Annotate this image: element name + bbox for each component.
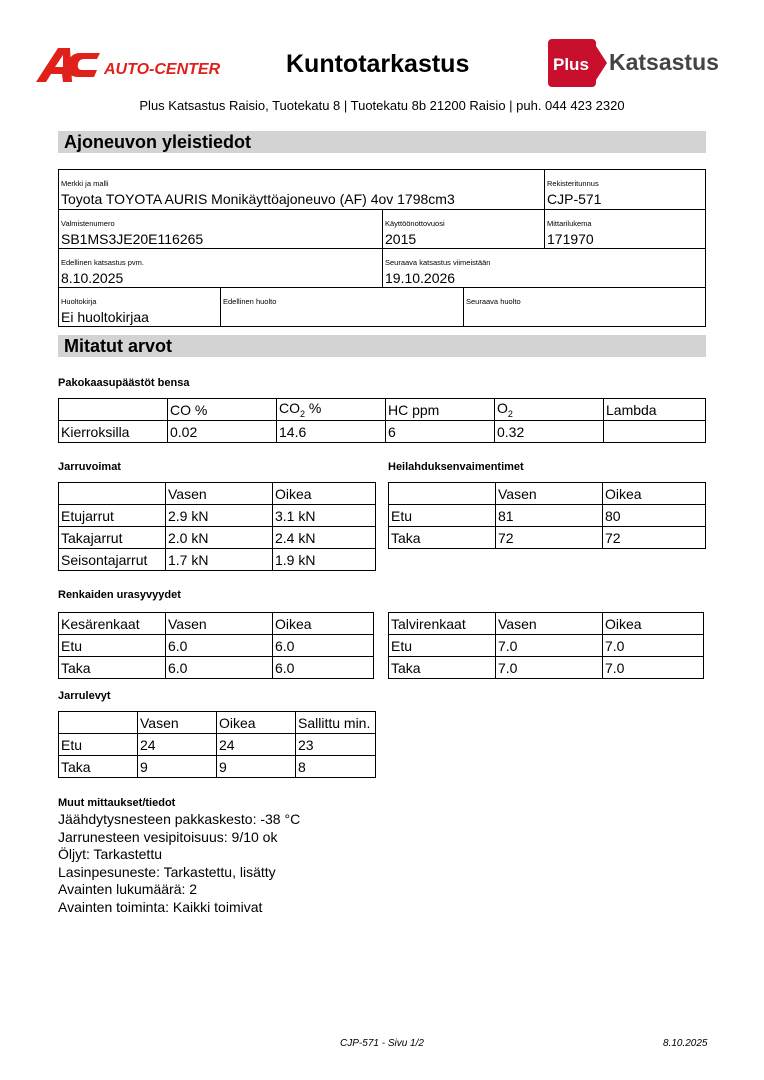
odometer-value: 171970: [547, 231, 594, 247]
emissions-table: [58, 398, 706, 443]
service-book-value: Ei huoltokirjaa: [61, 309, 149, 325]
table-cell: 6.0: [166, 657, 273, 679]
table-cell: 9: [138, 756, 217, 778]
table-row: [59, 712, 376, 734]
table-cell: 6.0: [166, 635, 273, 657]
misc-title: Muut mittaukset/tiedot: [58, 797, 176, 809]
prev-service-cell: [220, 287, 463, 327]
table-cell: Oikea: [273, 483, 376, 505]
table-row: [389, 613, 704, 635]
table-cell: 0.32: [495, 421, 604, 443]
tyres-title: Renkaiden urasyvyydet: [58, 589, 181, 601]
prev-inspection-label: Edellinen katsastus pvm.: [61, 258, 144, 267]
table-cell: CO %: [168, 399, 277, 421]
next-inspection-value: 19.10.2026: [385, 270, 456, 286]
table-row: [59, 635, 374, 657]
table-cell: 2.9 kN: [166, 505, 273, 527]
table-cell: 7.0: [603, 657, 704, 679]
table-cell: 24: [138, 734, 217, 756]
table-cell: 1.9 kN: [273, 549, 376, 571]
table-cell: Etu: [59, 635, 166, 657]
table-cell: 9: [217, 756, 296, 778]
table-row: [59, 399, 706, 421]
table-cell: 6.0: [273, 657, 374, 679]
table-cell: Taka: [389, 527, 496, 549]
table-row: [59, 527, 376, 549]
table-cell: 1.7 kN: [166, 549, 273, 571]
year-cell: [382, 209, 544, 248]
section-title: Ajoneuvon yleistiedot: [64, 132, 252, 152]
footer-page-number: CJP-571 - Sivu 1/2: [340, 1038, 424, 1049]
table-cell: 7.0: [496, 635, 603, 657]
table-cell: Taka: [59, 756, 138, 778]
vin-label: Valmistenumero: [61, 219, 115, 228]
vehicle-info-grid: [58, 169, 706, 327]
next-inspection-cell: [382, 248, 706, 287]
table-row: [59, 483, 376, 505]
svg-text:Plus: Plus: [553, 55, 589, 74]
table-cell: Taka: [389, 657, 496, 679]
section-measured: [58, 335, 706, 357]
table-row: [389, 657, 704, 679]
reg-cell: [544, 169, 706, 209]
table-cell: Taka: [59, 657, 166, 679]
service-book-label: Huoltokirja: [61, 297, 97, 306]
table-row: [59, 657, 374, 679]
table-cell: [59, 712, 138, 734]
table-cell: Oikea: [603, 613, 704, 635]
table-cell: Vasen: [138, 712, 217, 734]
table-cell: 7.0: [496, 657, 603, 679]
table-cell: 72: [603, 527, 706, 549]
table-cell: 80: [603, 505, 706, 527]
misc-line: Jarrunesteen vesipitoisuus: 9/10 ok: [58, 829, 278, 845]
table-cell: 6: [386, 421, 495, 443]
address-line: Plus Katsastus Raisio, Tuotekatu 8 | Tuotekatu 8b 21200 Raisio | puh. 044 423 2320: [139, 98, 625, 113]
year-label: Käyttöönottovuosi: [385, 219, 445, 228]
year-value: 2015: [385, 231, 417, 247]
auto-center-logo: [36, 44, 226, 84]
shocks-title: Heilahduksenvaimentimet: [388, 461, 524, 473]
vin-value: SB1MS3JE20E116265: [61, 231, 204, 247]
reg-value: CJP-571: [547, 191, 602, 207]
table-cell: Etu: [389, 635, 496, 657]
table-row: [389, 635, 704, 657]
table-cell: Etu: [389, 505, 496, 527]
table-cell: 6.0: [273, 635, 374, 657]
table-row: [389, 505, 706, 527]
table-cell: 81: [496, 505, 603, 527]
table-cell: [389, 483, 496, 505]
table-row: [59, 734, 376, 756]
table-cell: 7.0: [603, 635, 704, 657]
table-cell: [604, 421, 706, 443]
table-cell: HC ppm: [386, 399, 495, 421]
table-row: [59, 613, 374, 635]
table-cell: Seisontajarrut: [59, 549, 166, 571]
prev-inspection-cell: [58, 248, 382, 287]
table-cell: Kesärenkaat: [59, 613, 166, 635]
make-value: Toyota TOYOTA AURIS Monikäyttöajoneuvo (AF) 4ov 1798cm3: [61, 191, 455, 207]
plus-katsastus-logo: [547, 38, 732, 88]
table-cell: $CO_2$ %: [277, 399, 386, 421]
table-cell: Vasen: [166, 613, 273, 635]
table-cell: Etu: [59, 734, 138, 756]
table-cell: 2.0 kN: [166, 527, 273, 549]
table-row: [59, 756, 376, 778]
table-cell: Takajarrut: [59, 527, 166, 549]
table-cell: 0.02: [168, 421, 277, 443]
svg-text:Katsastus: Katsastus: [609, 49, 719, 75]
misc-line: Avainten lukumäärä: 2: [58, 881, 198, 897]
document-title: Kuntotarkastus: [286, 50, 470, 78]
table-cell: Etujarrut: [59, 505, 166, 527]
table-cell: 3.1 kN: [273, 505, 376, 527]
table-cell: 72: [496, 527, 603, 549]
winter-tyres-table: [388, 612, 704, 679]
prev-service-label: Edellinen huolto: [223, 297, 277, 306]
table-cell: Talvirenkaat: [389, 613, 496, 635]
table-cell: Oikea: [273, 613, 374, 635]
table-cell: 24: [217, 734, 296, 756]
next-inspection-label: Seuraava katsastus viimeistään: [385, 258, 491, 267]
next-service-cell: [463, 287, 706, 327]
discs-table: [58, 711, 376, 778]
service-book-cell: [58, 287, 220, 327]
summer-tyres-table: [58, 612, 374, 679]
table-cell: [59, 483, 166, 505]
odometer-cell: [544, 209, 706, 248]
next-service-label: Seuraava huolto: [466, 297, 521, 306]
table-cell: Sallittu min.: [296, 712, 376, 734]
table-cell: Kierroksilla: [59, 421, 168, 443]
brakes-table: [58, 482, 376, 571]
table-row: [389, 527, 706, 549]
shocks-table: [388, 482, 706, 549]
table-row: [59, 549, 376, 571]
misc-line: Lasinpesuneste: Tarkastettu, lisätty: [58, 864, 276, 880]
table-cell: 8: [296, 756, 376, 778]
brakes-title: Jarruvoimat: [58, 461, 121, 473]
table-cell: Oikea: [217, 712, 296, 734]
table-cell: Vasen: [166, 483, 273, 505]
section-title: Mitatut arvot: [64, 336, 172, 356]
svg-text:AUTO-CENTER: AUTO-CENTER: [104, 61, 221, 78]
table-row: [59, 505, 376, 527]
table-cell: Vasen: [496, 483, 603, 505]
table-cell: Vasen: [496, 613, 603, 635]
prev-inspection-value: 8.10.2025: [61, 270, 124, 286]
reg-label: Rekisteritunnus: [547, 179, 599, 188]
table-cell: $O_2$: [495, 399, 604, 421]
table-cell: Lambda: [604, 399, 706, 421]
misc-line: Avainten toiminta: Kaikki toimivat: [58, 899, 263, 915]
misc-line: Jäähdytysnesteen pakkaskesto: -38 °C: [58, 811, 301, 827]
table-cell: [59, 399, 168, 421]
vin-cell: [58, 209, 382, 248]
emissions-title: Pakokaasupäästöt bensa: [58, 377, 190, 389]
misc-line: Öljyt: Tarkastettu: [58, 846, 163, 862]
table-row: [389, 483, 706, 505]
table-cell: 2.4 kN: [273, 527, 376, 549]
table-cell: 14.6: [277, 421, 386, 443]
odometer-label: Mittarilukema: [547, 219, 592, 228]
table-row: [59, 421, 706, 443]
make-label: Merkki ja malli: [61, 179, 109, 188]
make-cell: [58, 169, 544, 209]
section-vehicle-info: [58, 131, 706, 153]
table-cell: Oikea: [603, 483, 706, 505]
table-cell: 23: [296, 734, 376, 756]
footer-date: 8.10.2025: [663, 1038, 708, 1049]
discs-title: Jarrulevyt: [58, 690, 111, 702]
